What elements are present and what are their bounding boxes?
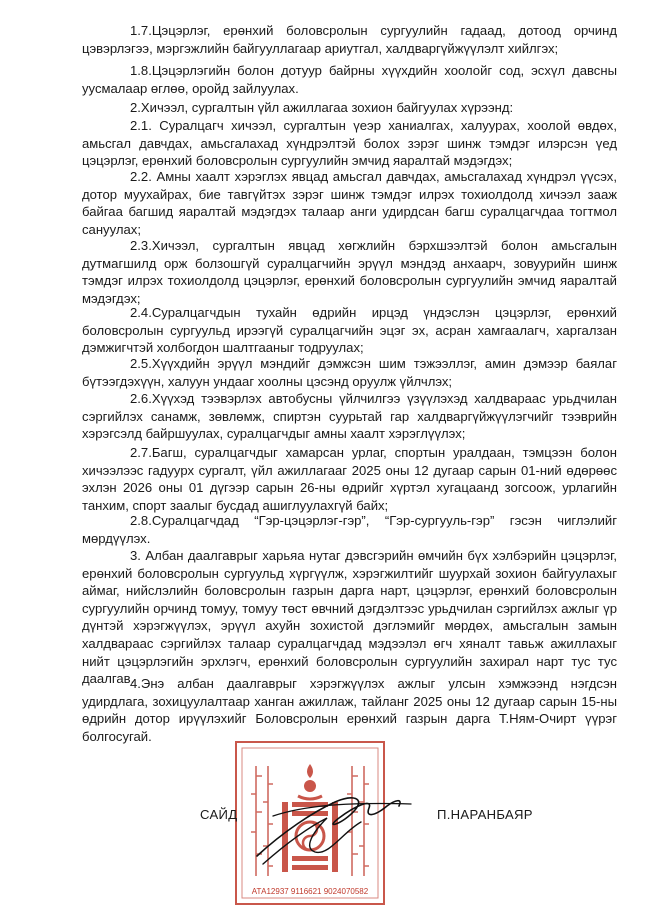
paragraph-2-2: 2.2. Амны хаалт хэрэглэх явцад амьсгал давчдах, амьсгалахад хүндрэл үүсэх, дотор муухайрах, бие тавгүйтэх зэрэг шинж тэмдэг илрэх тохиолдолд хичээл зааж байгаа багшид яаралтай мэдэгдэх талаар анги удирдсан багш суралцагчдаа тогтмол сануулах; [82,169,617,237]
signatory-name: П.НАРАНБАЯР [437,807,533,822]
handwritten-signature [243,772,423,882]
stamp-serial: АТА12937 9116621 9024070582 [251,887,369,896]
paragraph-2-7: 2.7.Багш, суралцагчдыг хамарсан урлаг, спортын уралдаан, тэмцээн болон хичээлээс гадуурх сургалт, үйл ажиллагааг 2025 оны 12 дугаар сарын 01-ний өдөрөөс эхлэн 2026 оны 01 дүгээр сарын 26-ны өдрийг хүртэл хугацаанд зогсоож, урлагийн танхим, спорт заалыг бусдад ашиглуулахгүй байх; [82,445,617,513]
paragraph-2-5: 2.5.Хүүхдийн эрүүл мэндийг дэмжсэн шим тэжээллэг, амин дэмээр баялаг бүтээгдэхүүн, халуун ундааг хоолны цэсэнд оруулж үйлчлэх; [82,356,617,389]
paragraph-2-1: 2.1. Суралцагч хичээл, сургалтын үеэр ханиалгах, халуурах, хоолой өвдөх, амьсгал давчдах, амьсгалахад хүндрэлтэй болох зэрэг шинж тэмдэг илэрсэн үед цэцэрлэг, ерөнхий боловсролын сургуулийн эмчид яаралтай мэдэгдэх; [82,118,617,169]
paragraph-3: 3. Албан даалгаврыг харьяа нутаг дэвсгэрийн өмчийн бүх хэлбэрийн цэцэрлэг, ерөнхий боловсролын сургуульд хүргүүлж, хэрэгжилтийг шуурхай зохион байгуулахыг аймаг, нийслэлийн боловсролын газрын дарга нарт, цэцэрлэг, ерөнхий боловсролын сургуулийн орчинд томуу, томуу төст өвчний дэгдэлтээс урьдчилан сэргийлэх ажлыг үр дүнтэй хэрэгжүүлэх, эрүүл ахуйн зохистой дэглэмийг мөрдөх, амьсгалын замын халдвараас сэргийлэх талаар суралцагчдад мэдээлэл өгч хяналт тавьж ажиллахыг нийт цэцэрлэгийн эрхлэгч, ерөнхий боловсролын сургуулийн захирал нарт тус тус даалгав. [82,548,617,687]
paragraph-2-4: 2.4.Суралцагчдын тухайн өдрийн ирцэд үндэслэн цэцэрлэг, ерөнхий боловсролын сургуульд ирээгүй суралцагчийн эцэг эх, асран хамгаалагч, харгалзан дэмжигчтэй холбогдон шалтгааныг тодруулах; [82,305,617,356]
paragraph-1-8: 1.8.Цэцэрлэгийн болон дотуур байрны хүүхдийн хоолойг сод, эсхүл давсны уусмалаар өглөө, оройд зайлуулах. [82,63,617,96]
paragraph-2-6: 2.6.Хүүхэд тээвэрлэх автобусны үйлчилгээ үзүүлэхэд халдвараас урьдчилан сэргийлэх санамж, зөвлөмж, спиртэн суурьтай гар халдваргүйжүүлэгчийг тээврийн хэрэгсэлд байршуулах, суралцагчдыг амны хаалт хэрэглүүлэх; [82,391,617,442]
paragraph-1-7: 1.7.Цэцэрлэг, ерөнхий боловсролын сургуулийн гадаад, дотоод орчинд цэвэрлэгээ, мэргэжлийн байгууллагаар ариутгал, халдваргүйжүүлэлт хийлгэх; [82,23,617,56]
paragraph-4: 4.Энэ албан даалгаврыг хэрэгжүүлэх ажлыг улсын хэмжээнд нэгдсэн удирдлага, зохицуулалтаар ханган ажиллаж, тайланг 2025 оны 12 дугаар сарын 15-ны өдрийн дотор ирүүлэхийг Боловсролын ерөнхий газрын дарга Т.Ням-Очирт үүрэг болгосугай. [82,676,617,744]
paragraph-2-3: 2.3.Хичээл, сургалтын явцад хөгжлийн бэрхшээлтэй болон амьсгалын дутмагшилд орж болзошгүй суралцагчийн эрүүл мэндэд анхаарч, зовуурийн шинж тэмдэг илрэх тохиолдолд цэцэрлэг, ерөнхий боловсролын сургуулийн эмчид яаралтай мэдэгдэх; [82,238,617,306]
paragraph-2-8: 2.8.Суралцагчдад “Гэр-цэцэрлэг-гэр”, “Гэр-сургууль-гэр” гэсэн чиглэлийг мөрдүүлэх. [82,513,617,546]
paragraph-2: 2.Хичээл, сургалтын үйл ажиллагаа зохион байгуулах хүрээнд: [130,100,514,115]
signature-title: САЙД [200,807,238,822]
